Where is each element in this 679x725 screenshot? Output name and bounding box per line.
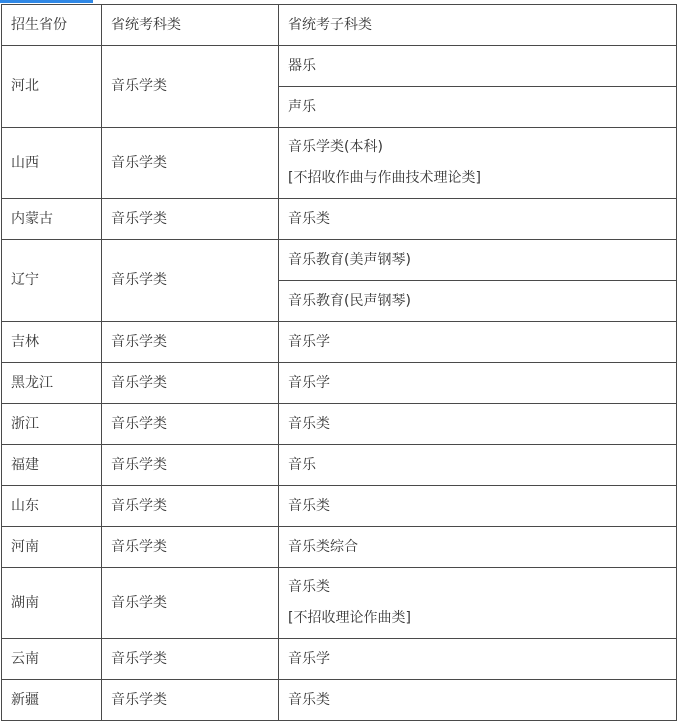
province-cell: 河南	[2, 527, 102, 568]
subcategory-cell: 音乐类综合	[279, 527, 677, 568]
subcategory-cell: 音乐教育(美声钢琴)	[279, 240, 677, 281]
category-cell: 音乐学类	[102, 568, 279, 639]
category-cell: 音乐学类	[102, 527, 279, 568]
table-row	[2, 199, 677, 240]
table-row	[2, 46, 677, 87]
category-cell: 音乐学类	[102, 322, 279, 363]
table-row	[2, 445, 677, 486]
province-cell: 浙江	[2, 404, 102, 445]
subcategory-note: [不招收理论作曲类]	[288, 610, 411, 626]
province-cell: 湖南	[2, 568, 102, 639]
subcategory-cell: 器乐	[279, 46, 677, 87]
subcategory-line: 音乐类	[288, 579, 330, 596]
subcategory-line: 音乐学类(本科)	[288, 139, 383, 156]
subcategory-cell: 音乐	[279, 445, 677, 486]
subcategory-cell: 音乐类	[279, 199, 677, 240]
category-cell: 音乐学类	[102, 445, 279, 486]
subcategory-cell: 音乐学	[279, 363, 677, 404]
table-header-row	[2, 5, 677, 46]
header-category: 省统考科类	[102, 5, 279, 46]
table-row	[2, 363, 677, 404]
category-cell: 音乐学类	[102, 363, 279, 404]
province-cell: 新疆	[2, 680, 102, 721]
category-cell: 音乐学类	[102, 486, 279, 527]
category-cell: 音乐学类	[102, 46, 279, 128]
subcategory-cell: 音乐教育(民声钢琴)	[279, 281, 677, 322]
subcategory-cell: 音乐学	[279, 639, 677, 680]
subcategory-cell	[279, 568, 677, 639]
subcategory-cell: 音乐学	[279, 322, 677, 363]
subcategory-cell: 音乐类	[279, 404, 677, 445]
table-row	[2, 404, 677, 445]
subcategory-cell: 音乐类	[279, 680, 677, 721]
province-cell: 辽宁	[2, 240, 102, 322]
province-cell: 福建	[2, 445, 102, 486]
category-cell: 音乐学类	[102, 128, 279, 199]
table-row	[2, 680, 677, 721]
table-row	[2, 128, 677, 199]
category-cell: 音乐学类	[102, 404, 279, 445]
category-cell: 音乐学类	[102, 199, 279, 240]
table-row	[2, 322, 677, 363]
province-cell: 云南	[2, 639, 102, 680]
subcategory-note: [不招收作曲与作曲技术理论类]	[288, 170, 481, 186]
subcategory-cell: 音乐类	[279, 486, 677, 527]
category-cell: 音乐学类	[102, 680, 279, 721]
province-cell: 黑龙江	[2, 363, 102, 404]
table-row	[2, 639, 677, 680]
subcategory-cell: 声乐	[279, 87, 677, 128]
table-row	[2, 240, 677, 281]
header-province: 招生省份	[2, 5, 102, 46]
province-cell: 山东	[2, 486, 102, 527]
province-cell: 山西	[2, 128, 102, 199]
table-row	[2, 486, 677, 527]
province-cell: 内蒙古	[2, 199, 102, 240]
admission-table	[1, 4, 677, 721]
top-accent-bar	[0, 0, 93, 3]
province-cell: 河北	[2, 46, 102, 128]
table-row	[2, 568, 677, 639]
category-cell: 音乐学类	[102, 240, 279, 322]
header-subcategory: 省统考子科类	[279, 5, 677, 46]
province-cell: 吉林	[2, 322, 102, 363]
table-row	[2, 527, 677, 568]
subcategory-cell	[279, 128, 677, 199]
category-cell: 音乐学类	[102, 639, 279, 680]
